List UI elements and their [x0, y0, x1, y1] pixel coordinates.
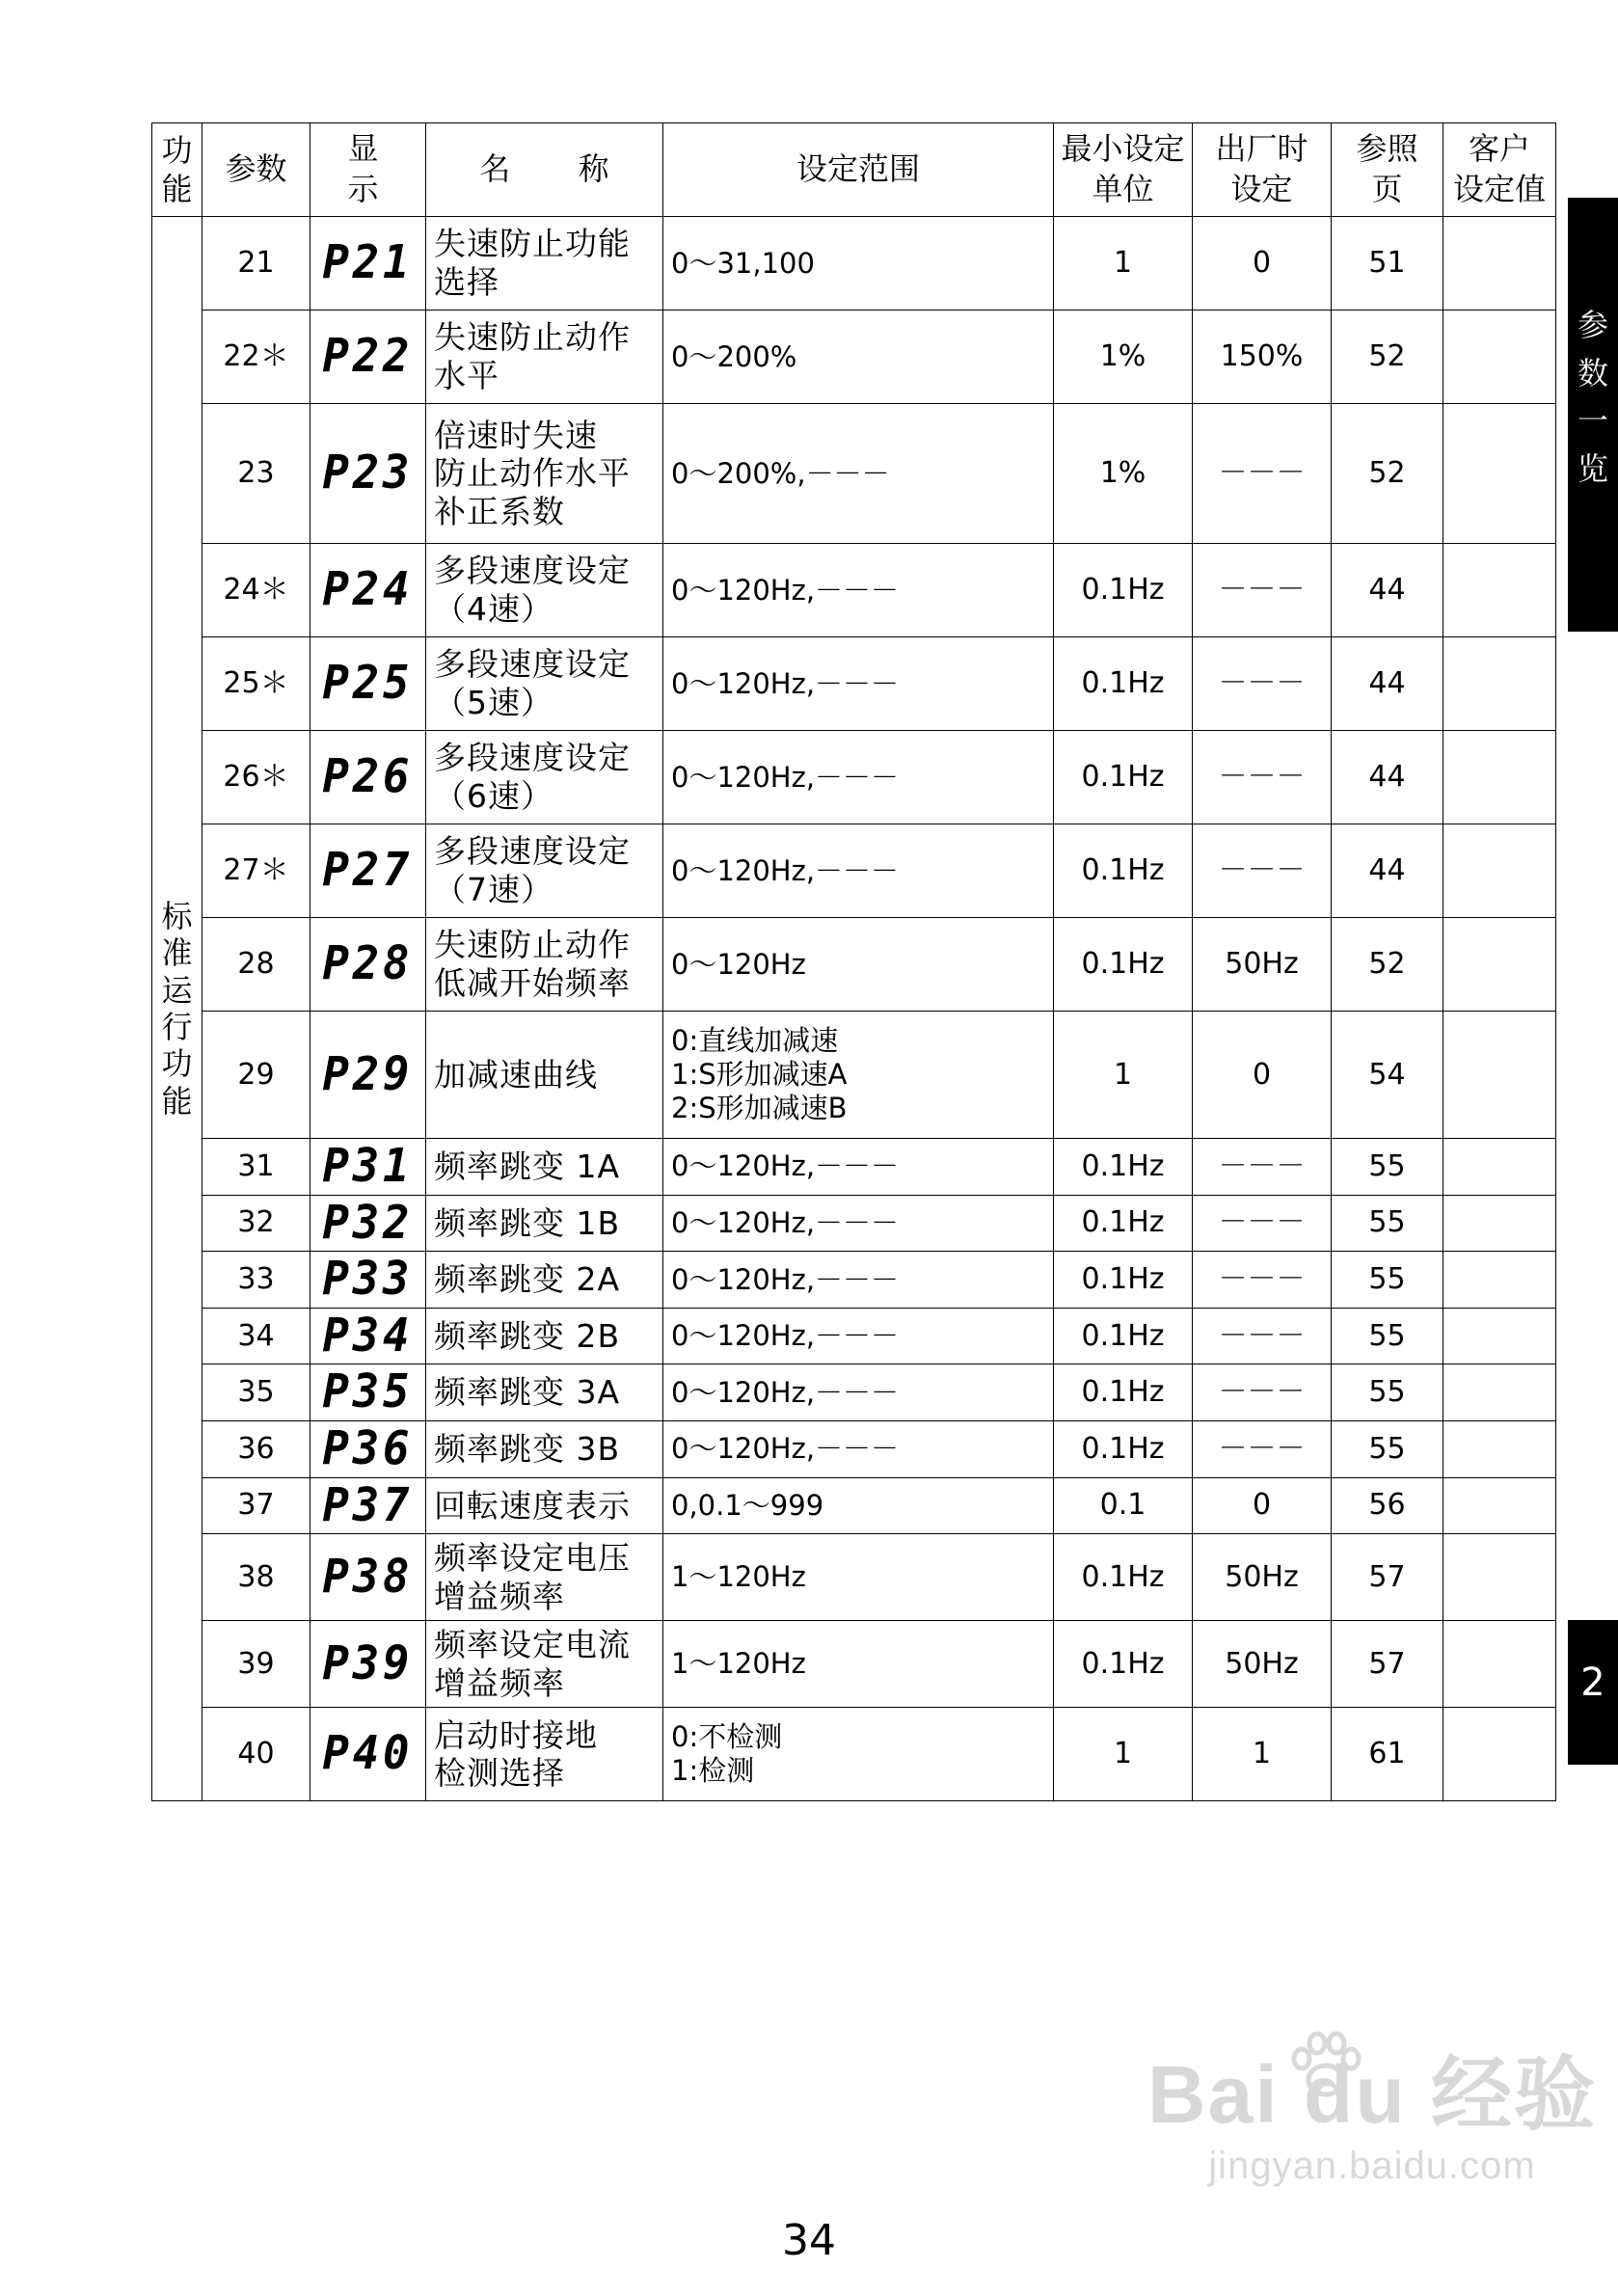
lcd-display-code: P33 [322, 1252, 414, 1307]
min-unit-cell: 1 [1054, 1708, 1193, 1801]
watermark-brand: Bai du 经验 [1147, 2049, 1598, 2140]
param-cell: 32 [202, 1195, 310, 1252]
ref-page-cell: 44 [1332, 731, 1443, 824]
factory-setting-cell: －－－ [1193, 544, 1332, 637]
table-row [152, 404, 1556, 544]
range-cell: 0～120Hz,－－－ [663, 1420, 1054, 1477]
name-cell: 频率跳变 1B [426, 1195, 663, 1252]
min-unit-cell: 1% [1054, 404, 1193, 544]
range-cell: 0～120Hz,－－－ [663, 1364, 1054, 1421]
ref-page-cell: 44 [1332, 824, 1443, 918]
min-unit-cell: 0.1Hz [1054, 731, 1193, 824]
name-cell: 多段速度设定 （7速） [426, 824, 663, 918]
lcd-display-code: P29 [322, 1046, 414, 1101]
range-cell: 0:不检测 1:检测 [663, 1708, 1054, 1801]
ref-page-cell: 57 [1332, 1534, 1443, 1621]
name-cell: 失速防止功能 选择 [426, 217, 663, 311]
header-factory: 出厂时 设定 [1193, 123, 1332, 217]
customer-setting-cell[interactable] [1443, 1420, 1556, 1477]
baidu-watermark [1147, 2049, 1598, 2187]
table-row [152, 1364, 1556, 1421]
lcd-display-code: P39 [322, 1635, 414, 1690]
factory-setting-cell: 0 [1193, 1012, 1332, 1139]
factory-setting-cell: 150% [1193, 311, 1332, 404]
min-unit-cell: 0.1 [1054, 1477, 1193, 1534]
lcd-display-code: P25 [322, 656, 414, 711]
table-row [152, 1139, 1556, 1196]
display-cell [310, 1139, 426, 1196]
customer-setting-cell[interactable] [1443, 1308, 1556, 1364]
factory-setting-cell: 50Hz [1193, 1534, 1332, 1621]
table-row [152, 637, 1556, 731]
name-cell: 频率跳变 3A [426, 1364, 663, 1421]
min-unit-cell: 0.1Hz [1054, 1139, 1193, 1196]
range-cell: 0～120Hz,－－－ [663, 731, 1054, 824]
display-cell [310, 311, 426, 404]
name-cell: 频率跳变 2B [426, 1308, 663, 1364]
table-row [152, 311, 1556, 404]
display-cell [310, 1364, 426, 1421]
min-unit-cell: 0.1Hz [1054, 1252, 1193, 1309]
table-row [152, 824, 1556, 918]
display-cell [310, 1308, 426, 1364]
ref-page-cell: 61 [1332, 1708, 1443, 1801]
function-group-label: 标 准 运 行 功 能 [152, 217, 202, 1801]
display-cell [310, 1477, 426, 1534]
ref-page-cell: 52 [1332, 918, 1443, 1012]
range-cell: 0～200% [663, 311, 1054, 404]
factory-setting-cell: －－－ [1193, 637, 1332, 731]
range-cell: 1～120Hz [663, 1621, 1054, 1708]
customer-setting-cell[interactable] [1443, 404, 1556, 544]
lcd-display-code: P22 [322, 329, 414, 384]
param-cell: 36 [202, 1420, 310, 1477]
customer-setting-cell[interactable] [1443, 1195, 1556, 1252]
display-cell [310, 1534, 426, 1621]
factory-setting-cell: －－－ [1193, 1195, 1332, 1252]
min-unit-cell: 1 [1054, 1012, 1193, 1139]
range-cell: 0～200%,－－－ [663, 404, 1054, 544]
ref-page-cell: 55 [1332, 1252, 1443, 1309]
lcd-display-code: P23 [322, 446, 414, 500]
ref-page-cell: 44 [1332, 544, 1443, 637]
min-unit-cell: 0.1Hz [1054, 1621, 1193, 1708]
min-unit-cell: 0.1Hz [1054, 1364, 1193, 1421]
ref-page-cell: 56 [1332, 1477, 1443, 1534]
chapter-tab [1568, 1620, 1618, 1765]
header-range: 设定范围 [663, 123, 1054, 217]
min-unit-cell: 0.1Hz [1054, 1195, 1193, 1252]
page-number: 34 [782, 2216, 836, 2265]
factory-setting-cell: 1 [1193, 1708, 1332, 1801]
display-cell [310, 731, 426, 824]
table-header-row [152, 123, 1556, 217]
param-cell: 27＊ [202, 824, 310, 918]
range-cell: 0～120Hz,－－－ [663, 824, 1054, 918]
display-cell [310, 1012, 426, 1139]
lcd-display-code: P37 [322, 1477, 414, 1532]
customer-setting-cell[interactable] [1443, 311, 1556, 404]
customer-setting-cell[interactable] [1443, 1364, 1556, 1421]
param-cell: 40 [202, 1708, 310, 1801]
lcd-display-code: P21 [322, 235, 414, 290]
table-row [152, 1420, 1556, 1477]
name-cell: 多段速度设定 （4速） [426, 544, 663, 637]
factory-setting-cell: 50Hz [1193, 1621, 1332, 1708]
param-cell: 33 [202, 1252, 310, 1309]
min-unit-cell: 0.1Hz [1054, 637, 1193, 731]
name-cell: 失速防止动作 低减开始频率 [426, 918, 663, 1012]
param-cell: 29 [202, 1012, 310, 1139]
ref-page-cell: 54 [1332, 1012, 1443, 1139]
lcd-display-code: P40 [322, 1726, 414, 1781]
param-cell: 22＊ [202, 311, 310, 404]
param-cell: 39 [202, 1621, 310, 1708]
factory-setting-cell: －－－ [1193, 1364, 1332, 1421]
section-tab [1568, 198, 1618, 632]
ref-page-cell: 52 [1332, 404, 1443, 544]
lcd-display-code: P28 [322, 936, 414, 991]
param-cell: 24＊ [202, 544, 310, 637]
header-display: 显 示 [310, 123, 426, 217]
header-function: 功 能 [152, 123, 202, 217]
customer-setting-cell[interactable] [1443, 217, 1556, 311]
factory-setting-cell: －－－ [1193, 1139, 1332, 1196]
factory-setting-cell: 0 [1193, 1477, 1332, 1534]
table-row [152, 1308, 1556, 1364]
header-customer: 客户 设定值 [1443, 123, 1556, 217]
name-cell: 多段速度设定 （6速） [426, 731, 663, 824]
ref-page-cell: 55 [1332, 1420, 1443, 1477]
name-cell: 回転速度表示 [426, 1477, 663, 1534]
factory-setting-cell: －－－ [1193, 1308, 1332, 1364]
name-cell: 启动时接地 检测选择 [426, 1708, 663, 1801]
name-cell: 频率跳变 3B [426, 1420, 663, 1477]
ref-page-cell: 51 [1332, 217, 1443, 311]
range-cell: 0～120Hz,－－－ [663, 1252, 1054, 1309]
name-cell: 频率设定电压 增益频率 [426, 1534, 663, 1621]
table-row [152, 918, 1556, 1012]
name-cell: 多段速度设定 （5速） [426, 637, 663, 731]
name-cell: 倍速时失速 防止动作水平 补正系数 [426, 404, 663, 544]
table-row [152, 1477, 1556, 1534]
lcd-display-code: P24 [322, 562, 414, 617]
min-unit-cell: 0.1Hz [1054, 918, 1193, 1012]
display-cell [310, 217, 426, 311]
lcd-display-code: P27 [322, 843, 414, 898]
header-parameter: 参数 [202, 123, 310, 217]
name-cell: 频率跳变 1A [426, 1139, 663, 1196]
param-cell: 26＊ [202, 731, 310, 824]
lcd-display-code: P38 [322, 1549, 414, 1604]
factory-setting-cell: －－－ [1193, 1252, 1332, 1309]
parameter-table [151, 122, 1556, 1801]
table-row [152, 217, 1556, 311]
display-cell [310, 1621, 426, 1708]
param-cell: 35 [202, 1364, 310, 1421]
range-cell: 0～120Hz,－－－ [663, 1308, 1054, 1364]
min-unit-cell: 0.1Hz [1054, 1420, 1193, 1477]
customer-setting-cell[interactable] [1443, 731, 1556, 824]
customer-setting-cell[interactable] [1443, 1477, 1556, 1534]
table-row [152, 544, 1556, 637]
header-ref-page: 参照 页 [1332, 123, 1443, 217]
min-unit-cell: 0.1Hz [1054, 824, 1193, 918]
customer-setting-cell[interactable] [1443, 1708, 1556, 1801]
header-min-unit: 最小设定 单位 [1054, 123, 1193, 217]
param-cell: 34 [202, 1308, 310, 1364]
ref-page-cell: 55 [1332, 1364, 1443, 1421]
lcd-display-code: P35 [322, 1364, 414, 1419]
min-unit-cell: 0.1Hz [1054, 1308, 1193, 1364]
range-cell: 0～120Hz,－－－ [663, 544, 1054, 637]
lcd-display-code: P26 [322, 749, 414, 804]
customer-setting-cell[interactable] [1443, 824, 1556, 918]
table-row [152, 1708, 1556, 1801]
ref-page-cell: 55 [1332, 1195, 1443, 1252]
header-name: 名 称 [426, 123, 663, 217]
display-cell [310, 404, 426, 544]
table-row [152, 1534, 1556, 1621]
name-cell: 频率跳变 2A [426, 1252, 663, 1309]
table-row [152, 1621, 1556, 1708]
display-cell [310, 637, 426, 731]
ref-page-cell: 55 [1332, 1139, 1443, 1196]
lcd-display-code: P36 [322, 1420, 414, 1475]
customer-setting-cell[interactable] [1443, 918, 1556, 1012]
range-cell: 0,0.1～999 [663, 1477, 1054, 1534]
display-cell [310, 918, 426, 1012]
table-row [152, 1195, 1556, 1252]
display-cell [310, 1708, 426, 1801]
param-cell: 23 [202, 404, 310, 544]
param-cell: 28 [202, 918, 310, 1012]
watermark-url: jingyan.baidu.com [1208, 2145, 1536, 2187]
name-cell: 失速防止动作 水平 [426, 311, 663, 404]
min-unit-cell: 1% [1054, 311, 1193, 404]
name-cell: 频率设定电流 增益频率 [426, 1621, 663, 1708]
range-cell: 0～31,100 [663, 217, 1054, 311]
table-row [152, 731, 1556, 824]
factory-setting-cell: －－－ [1193, 404, 1332, 544]
table-row [152, 1012, 1556, 1139]
range-cell: 0～120Hz,－－－ [663, 1139, 1054, 1196]
customer-setting-cell[interactable] [1443, 1621, 1556, 1708]
lcd-display-code: P32 [322, 1195, 414, 1250]
param-cell: 21 [202, 217, 310, 311]
range-cell: 0:直线加减速 1:S形加减速A 2:S形加减速B [663, 1012, 1054, 1139]
lcd-display-code: P34 [322, 1308, 414, 1363]
range-cell: 0～120Hz [663, 918, 1054, 1012]
customer-setting-cell[interactable] [1443, 1139, 1556, 1196]
display-cell [310, 1195, 426, 1252]
ref-page-cell: 55 [1332, 1308, 1443, 1364]
display-cell [310, 1420, 426, 1477]
table-row [152, 1252, 1556, 1309]
lcd-display-code: P31 [322, 1139, 414, 1193]
min-unit-cell: 0.1Hz [1054, 544, 1193, 637]
min-unit-cell: 0.1Hz [1054, 1534, 1193, 1621]
min-unit-cell: 1 [1054, 217, 1193, 311]
customer-setting-cell[interactable] [1443, 1534, 1556, 1621]
customer-setting-cell[interactable] [1443, 1252, 1556, 1309]
factory-setting-cell: －－－ [1193, 731, 1332, 824]
customer-setting-cell[interactable] [1443, 1012, 1556, 1139]
display-cell [310, 824, 426, 918]
range-cell: 1～120Hz [663, 1534, 1054, 1621]
section-tab-label: 参 数 一 览 [1577, 307, 1608, 487]
name-cell: 加减速曲线 [426, 1012, 663, 1139]
param-cell: 25＊ [202, 637, 310, 731]
display-cell [310, 544, 426, 637]
factory-setting-cell: 50Hz [1193, 918, 1332, 1012]
customer-setting-cell[interactable] [1443, 637, 1556, 731]
param-cell: 38 [202, 1534, 310, 1621]
ref-page-cell: 44 [1332, 637, 1443, 731]
factory-setting-cell: 0 [1193, 217, 1332, 311]
range-cell: 0～120Hz,－－－ [663, 637, 1054, 731]
factory-setting-cell: －－－ [1193, 824, 1332, 918]
ref-page-cell: 57 [1332, 1621, 1443, 1708]
factory-setting-cell: －－－ [1193, 1420, 1332, 1477]
chapter-number: 2 [1580, 1661, 1605, 1705]
ref-page-cell: 52 [1332, 311, 1443, 404]
range-cell: 0～120Hz,－－－ [663, 1195, 1054, 1252]
param-cell: 37 [202, 1477, 310, 1534]
display-cell [310, 1252, 426, 1309]
param-cell: 31 [202, 1139, 310, 1196]
customer-setting-cell[interactable] [1443, 544, 1556, 637]
